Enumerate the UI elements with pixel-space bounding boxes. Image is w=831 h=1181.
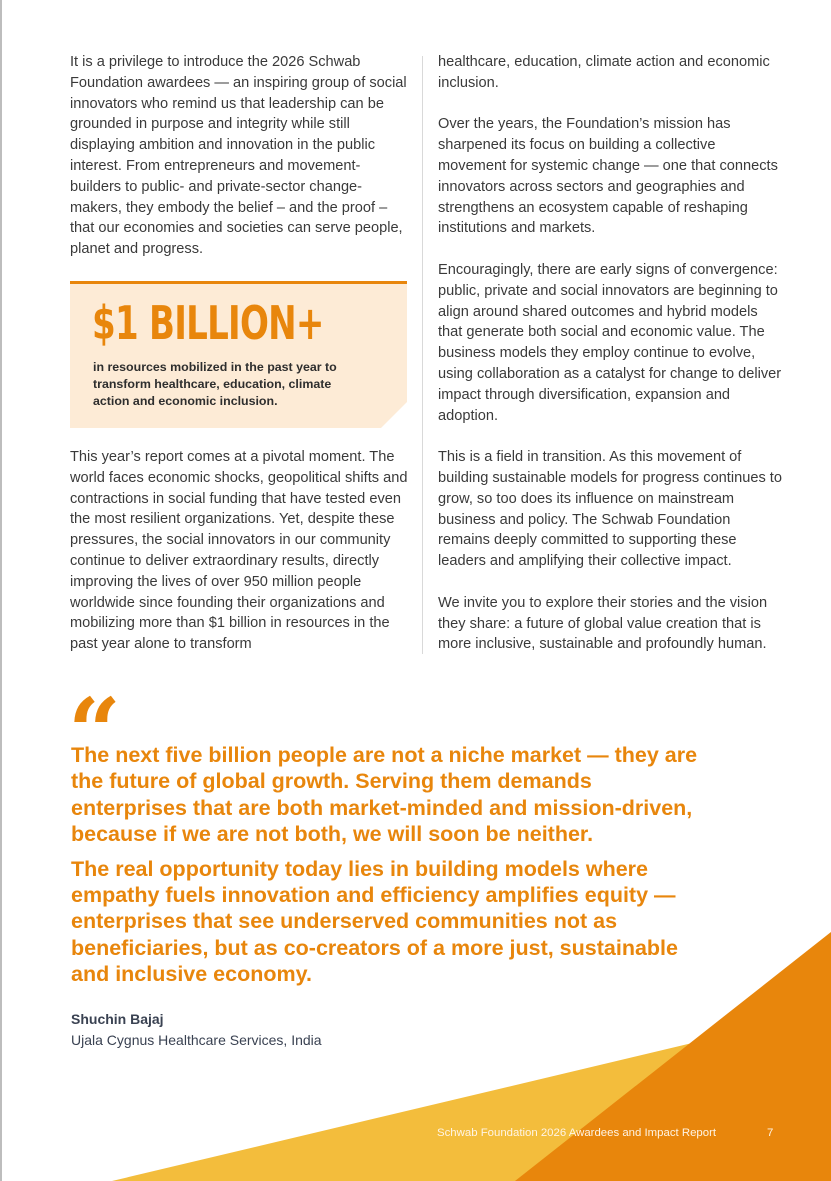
page-number: 7: [767, 1127, 774, 1139]
right-column: [438, 52, 783, 676]
right-paragraph-4: This is a field in transition. As this movement of building sustainable models for progress continues to grow, so too does its influence on mainstream business and policy. The Schwab Foundation remains deeply committed to supporting these leaders and amplifying their collective impact.: [438, 449, 782, 570]
quote-paragraph-2: The real opportunity today lies in building models where empathy fuels innovation and efficiency amplifies equity — enterprises that see underserved communities not as beneficiaries, but as co-creators of a more just, sustainable and inclusive economy.: [71, 856, 678, 987]
stat-callout: [70, 281, 407, 428]
right-paragraph-3: Encouragingly, there are early signs of convergence: public, private and social innovators are beginning to align around shared outcomes and hybrid models that generate both social and economic value. The business models they employ continue to evolve, using collaboration as a catalyst for change to deliver impact through diversification, expansion and adoption.: [438, 261, 782, 424]
body-text-left: This year’s report comes at a pivotal moment. The world faces economic shocks, geopolitical shifts and contractions in social funding that have tested even the most resilient organizations. Yet, despite these pressures, the social innovators in our community continue to deliver extraordinary results, directly improving the lives of over 950 million people worldwide since founding their organizations and mobilizing more than $1 billion in resources in the past year alone to transform: [70, 449, 408, 653]
quote-paragraph-1: The next five billion people are not a niche market — they are the future of global growth. Serving them demands enterprises that are both market-minded and mission-driven, because if we are not both, we will soon be neither.: [71, 743, 698, 847]
pull-quote: [71, 742, 711, 996]
stat-caption: in resources mobilized in the past year to transform healthcare, education, climate action and economic inclusion.: [93, 360, 337, 409]
body-paragraph-left: [70, 447, 410, 676]
column-divider: [422, 56, 423, 654]
right-paragraph-1: healthcare, education, climate action and economic inclusion.: [438, 54, 770, 91]
intro-paragraph: [70, 52, 410, 281]
right-paragraph-2: Over the years, the Foundation’s mission has sharpened its focus on building a collective movement for systemic change — one that connects innovators across sectors and geographies and strengthens an ecosystem capable of reshaping institutions and markets.: [438, 116, 778, 237]
stat-value: $1 BILLION+: [92, 296, 324, 350]
intro-text: It is a privilege to introduce the 2026 Schwab Foundation awardees — an inspiring group of social innovators who remind us that leadership can be grounded in purpose and integrity while still displaying ambition and innovation in the public interest. From entrepreneurs and movement-builders to public- and private-sector change-makers, they embody the belief – and the proof – that our economies and societies can serve people, planet and progress.: [70, 54, 407, 258]
stat-corner-cut: [381, 402, 407, 428]
stat-rule: [70, 281, 407, 284]
right-paragraph-5: We invite you to explore their stories and the vision they share: a future of global value creation that is more inclusive, sustainable and profoundly human.: [438, 594, 768, 653]
footer-report-title: Schwab Foundation 2026 Awardees and Impact Report: [437, 1127, 717, 1139]
quote-author: Shuchin Bajaj: [71, 1011, 164, 1027]
quote-organization: Ujala Cygnus Healthcare Services, India: [71, 1032, 322, 1048]
quote-mark-icon: “: [68, 678, 121, 786]
